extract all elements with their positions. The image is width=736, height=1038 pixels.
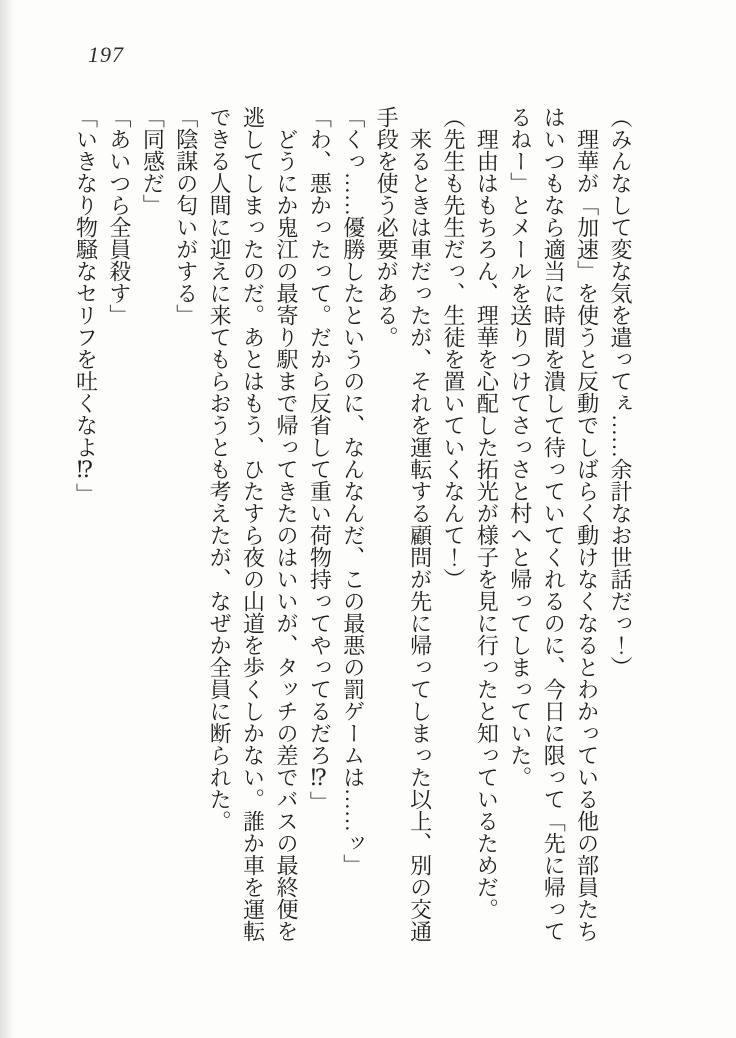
text-line: 逃してしまったのだ。あとはもう、ひたすら夜の山道を歩くしかない。誰か車を運転 — [240, 106, 266, 942]
text-line: できる人間に迎えに来てもらおうとも考えたが、なぜか全員に断られた。 — [207, 106, 233, 832]
text-line: 「くっ……優勝したというのに、なんなんだ、この最悪の罰ゲームは……ッ」 — [340, 106, 366, 876]
text-line: 「あいつら全員殺す」 — [106, 106, 132, 326]
page-number: 197 — [88, 42, 124, 67]
text-line: 「いきなり物騒なセリフを吐くなよ⁉」 — [73, 106, 99, 505]
text-line: どうにか鬼江の最寄り駅まで帰ってきたのはいいが、タッチの差でバスの最終便を — [273, 106, 299, 942]
page-edge-shading — [0, 0, 14, 1038]
text-line: 「わ、悪かったって。だから反省して重い荷物持ってやってるだろ⁉」 — [307, 106, 333, 813]
text-line: 「同感だ」 — [140, 106, 166, 216]
text-line: 「陰謀の匂いがする」 — [173, 106, 199, 326]
text-line: はいつもなら適当に時間を潰して待っていてくれるのに、今日に限って「先に帰って — [541, 106, 567, 942]
text-line: （みんなして変な気を遣ってぇ……余計なお世話だっ！） — [608, 106, 633, 678]
text-line: 理由はもちろん、理華を心配した拓光が様子を見に行ったと知っているためだ。 — [474, 106, 500, 920]
text-line: るねー」とメールを送りつけてさっさと村へと帰ってしまっていた。 — [507, 106, 533, 788]
text-line: 理華が「加速」を使うと反動でしばらく動けなくなるとわかっている他の部員たち — [574, 106, 600, 942]
text-line: （先生も先生だっ、生徒を置いていくなんて！） — [440, 106, 466, 590]
vertical-text-block — [69, 106, 637, 952]
text-line: 来るときは車だったが、それを運転する顧問が先に帰ってしまった以上、別の交通 — [407, 106, 433, 942]
text-line: 手段を使う必要がある。 — [374, 106, 400, 348]
